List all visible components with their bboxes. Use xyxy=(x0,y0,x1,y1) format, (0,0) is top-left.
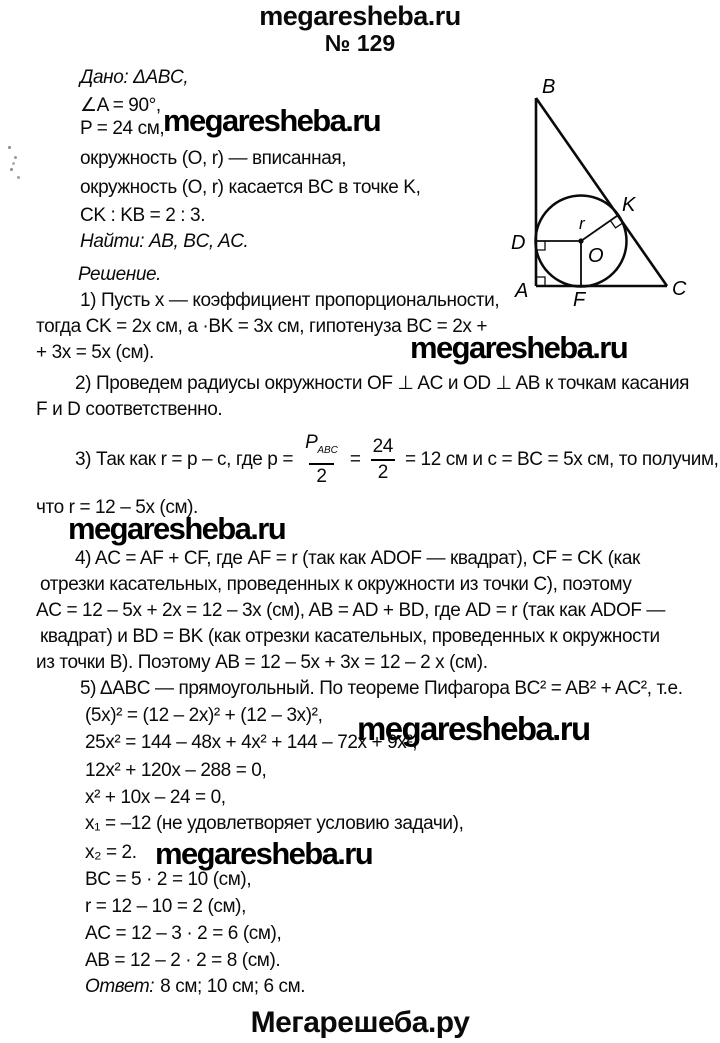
solution-heading: Решение. xyxy=(78,264,162,285)
solution-line: AB = 12 – 2 · 2 = 8 (см). xyxy=(85,950,281,971)
vertex-label-b: B xyxy=(542,76,556,98)
solution-line: отрезки касательных, проведенных к окружности из точки C), поэтому xyxy=(40,574,632,595)
solution-line: тогда CK = 2x см, а ·BK = 3x см, гипотенуза BC = 2x + xyxy=(36,316,488,337)
given-line: ∠A = 90°, xyxy=(80,95,161,116)
given-line: окружность (O, r) — вписанная, xyxy=(80,148,347,169)
solution-line: 4) AC = AF + CF, где AF = r (так как ADOF — квадрат), CF = CK (как xyxy=(75,548,640,569)
solution-line: 5) ΔABC — прямоугольный. По теореме Пифагора BC² = AB² + AC², т.е. xyxy=(80,678,683,699)
given-line: окружность (O, r) касается BC в точке K, xyxy=(80,177,421,198)
watermark: megaresheba.ru xyxy=(357,710,590,747)
solution-line: (5x)² = (12 – 2x)² + (12 – 3x)², xyxy=(85,705,323,726)
watermark: megaresheba.ru xyxy=(410,330,628,365)
watermark: megaresheba.ru xyxy=(155,836,373,871)
triangle-incircle-diagram xyxy=(460,65,700,310)
step3-suffix: = 12 см и c = BC = 5x см, то получим, xyxy=(404,449,719,470)
answer-values: 8 см; 10 см; 6 см. xyxy=(160,976,306,997)
vertex-label-a: A xyxy=(515,280,529,302)
point-label-f: F xyxy=(573,289,586,310)
solution-step3-line xyxy=(75,428,719,492)
step3-equals: = xyxy=(349,449,361,470)
solution-line: из точки B). Поэтому AB = 12 – 5x + 3x = 12 – 2 x (см). xyxy=(36,652,488,673)
solution-line: 2) Проведем радиусы окружности OF ⊥ AC и OD ⊥ AB к точкам касания xyxy=(75,373,690,394)
point-label-d: D xyxy=(511,232,526,254)
solution-line: x₂ = 2. xyxy=(85,842,137,863)
step3-prefix: 3) Так как r = p – c, где p = xyxy=(75,449,294,470)
solution-line: x₁ = –12 (не удовлетворяет условию задачи), xyxy=(85,813,464,834)
point-label-k: K xyxy=(622,194,636,216)
solution-line: 25x² = 144 – 48x + 4x² + 144 – 72x + 9x², xyxy=(85,732,418,753)
solution-line: AC = 12 – 3 · 2 = 6 (см), xyxy=(85,923,282,944)
watermark: megaresheba.ru xyxy=(163,103,381,138)
given-line: Дано: ΔABC, xyxy=(80,67,189,88)
vertex-label-c: C xyxy=(672,278,687,300)
answer-line xyxy=(85,976,305,998)
solution-line: r = 12 – 10 = 2 (см), xyxy=(85,896,246,917)
radius-label-r: r xyxy=(579,214,585,233)
solution-line: 12x² + 120x – 288 = 0, xyxy=(85,760,267,781)
solution-line: x² + 10x – 24 = 0, xyxy=(85,787,226,808)
scan-noise xyxy=(8,146,11,149)
center-point-o xyxy=(578,238,583,243)
fraction-p-abc-over-2: $\frac{P_{ABC}}{2}$ xyxy=(305,432,338,487)
solution-line: AC = 12 – 5x + 2x = 12 – 3x (см), AB = AD + BD, где AD = r (так как ADOF — xyxy=(36,600,666,621)
solution-line: + 3x = 5x (см). xyxy=(36,342,154,363)
solution-line: BC = 5 · 2 = 10 (см), xyxy=(85,869,252,890)
given-line-find: Найти: AB, BC, AC. xyxy=(80,231,249,252)
solution-line: F и D соответственно. xyxy=(36,399,223,420)
solution-line: что r = 12 – 5x (см). xyxy=(36,497,198,518)
site-watermark-header: megaresheba.ru xyxy=(259,1,461,31)
solution-line: квадрат) и BD = BK (как отрезки касательных, проведенных к окружности xyxy=(40,626,660,647)
right-angle-mark-a xyxy=(536,277,545,286)
answer-label: Ответ: xyxy=(85,976,155,997)
solution-line: 1) Пусть x — коэффициент пропорциональности, xyxy=(80,290,500,311)
fraction-24-over-2: $\frac{24}{2}$ xyxy=(372,436,393,483)
problem-number: № 129 xyxy=(324,30,396,56)
site-watermark-footer: Мегарешеба.ру xyxy=(250,1006,470,1039)
radius-ok xyxy=(581,215,618,241)
center-label-o: O xyxy=(588,245,604,267)
given-line: P = 24 см, xyxy=(80,118,165,139)
given-line: CK : KB = 2 : 3. xyxy=(80,205,206,226)
watermark: megaresheba.ru xyxy=(68,511,286,546)
